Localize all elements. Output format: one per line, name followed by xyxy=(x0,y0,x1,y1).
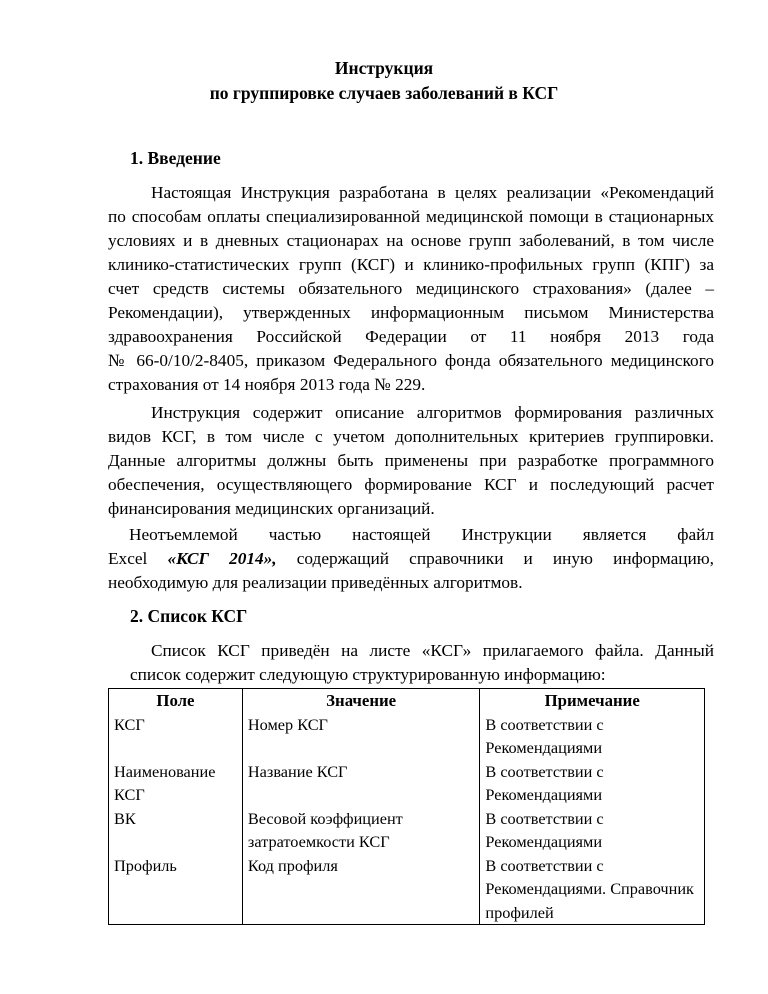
paragraph-line: страхования от 14 ноября 2013 года № 229. xyxy=(108,375,426,394)
cell-field: КСГ xyxy=(109,713,243,760)
ksg-structure-table xyxy=(108,688,705,925)
cell-note: В соответствии с Рекомендациями xyxy=(480,807,705,854)
paragraph-line: Рекомендации), утвержденных информационным письмом Министерства xyxy=(108,303,714,322)
cell-value: Код профиля xyxy=(242,854,479,925)
cell-value: Название КСГ xyxy=(242,760,479,807)
paragraph-intro-3 xyxy=(108,523,714,595)
paragraph-line: Настоящая Инструкция разработана в целях реализации «Рекомендаций xyxy=(151,183,714,202)
column-header-note: Примечание xyxy=(480,689,705,713)
doc-title-line2: по группировке случаев заболеваний в КСГ xyxy=(209,83,559,103)
table-row xyxy=(109,807,705,854)
paragraph-line: по способам оплаты специализированной медицинской помощи в стационарных xyxy=(108,207,714,226)
paragraph-line: счет средств системы обязательного медицинского страхования» (далее – xyxy=(108,279,714,298)
section-heading-introduction: 1. Введение xyxy=(130,148,221,168)
cell-value: Номер КСГ xyxy=(242,713,479,760)
cell-value: Весовой коэффициент затратоемкости КСГ xyxy=(242,807,479,854)
paragraph-line: список содержит следующую структурированную информацию: xyxy=(130,665,606,684)
paragraph-line: здравоохранения Российской Федерации от 11 ноября 2013 года xyxy=(108,327,714,346)
cell-note: В соответствии с Рекомендациями xyxy=(480,760,705,807)
paragraph-line: условиях и в дневных стационарах на основе групп заболеваний, в том числе xyxy=(108,231,714,250)
paragraph-line: Список КСГ приведён на листе «КСГ» прилагаемого файла. Данный xyxy=(151,641,714,660)
file-name-emphasis: «КСГ 2014», xyxy=(167,549,277,568)
paragraph-line: клинико-статистических групп (КСГ) и клинико-профильных групп (КПГ) за xyxy=(108,255,714,274)
paragraph-line: Инструкция содержит описание алгоритмов формирования различных xyxy=(151,403,714,422)
paragraph-line: финансирования медицинских организаций. xyxy=(108,499,435,518)
paragraph-ksg-intro xyxy=(130,639,714,687)
paragraph-intro-2 xyxy=(108,401,714,521)
paragraph-line: обеспечения, осуществляющего формирование КСГ и последующий расчет xyxy=(108,475,714,494)
cell-note: В соответствии с Рекомендациями. Справочник профилей xyxy=(480,854,705,925)
table-row xyxy=(109,713,705,760)
paragraph-line xyxy=(108,547,714,571)
table-row xyxy=(109,760,705,807)
cell-field: Наименование КСГ xyxy=(109,760,243,807)
cell-field: ВК xyxy=(109,807,243,854)
paragraph-line: № 66-0/10/2-8405, приказом Федерального фонда обязательного медицинского xyxy=(108,351,714,370)
column-header-field: Поле xyxy=(109,689,243,713)
doc-title-line1: Инструкция xyxy=(334,58,434,78)
table-header-row xyxy=(109,689,705,713)
text-run: содержащий справочники и иную информацию, xyxy=(276,549,714,568)
table-row xyxy=(109,854,705,925)
cell-field: Профиль xyxy=(109,854,243,925)
column-header-value: Значение xyxy=(242,689,479,713)
text-run: Excel xyxy=(108,549,168,568)
paragraph-intro-1 xyxy=(108,181,714,397)
section-heading-ksg-list: 2. Список КСГ xyxy=(130,606,248,626)
paragraph-line: видов КСГ, в том числе с учетом дополнительных критериев группировки. xyxy=(108,427,714,446)
paragraph-line: необходимую для реализации приведённых алгоритмов. xyxy=(108,573,523,592)
paragraph-line: Данные алгоритмы должны быть применены при разработке программного xyxy=(108,451,714,470)
cell-note: В соответствии с Рекомендациями xyxy=(480,713,705,760)
paragraph-line: Неотъемлемой частью настоящей Инструкции является файл xyxy=(129,525,714,544)
